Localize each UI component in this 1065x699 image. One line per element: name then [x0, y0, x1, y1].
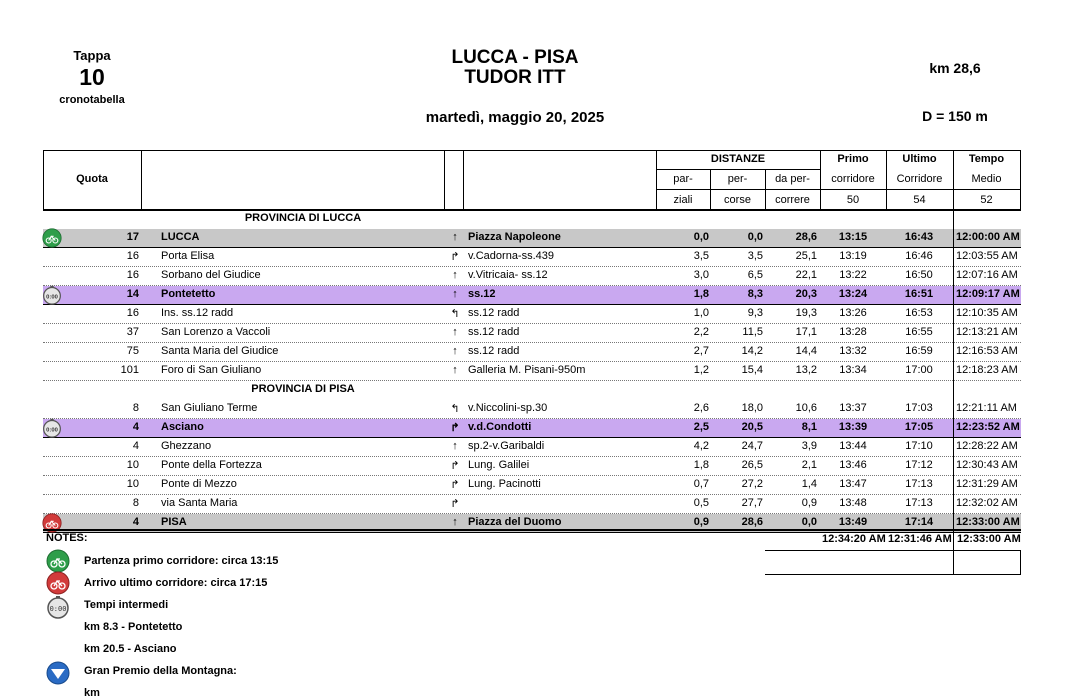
cell-primo: 13:28: [839, 326, 867, 338]
cell-percorse: 6,5: [747, 269, 763, 281]
cell-primo: 13:37: [839, 402, 867, 414]
cell-da-percorrere: 3,9: [801, 440, 817, 452]
province-name: PROVINCIA DI LUCCA: [244, 212, 362, 224]
col-primo-2: corridore: [831, 173, 875, 185]
direction-arrow-icon: ↰: [450, 403, 460, 415]
cell-percorse: 27,7: [741, 497, 763, 509]
cell-ultimo: 16:59: [905, 345, 933, 357]
cell-parziali: 2,5: [693, 421, 709, 433]
note-tempi: Tempi intermedi: [84, 599, 169, 611]
cell-quota: 101: [120, 364, 139, 376]
col-parziali-1: par-: [673, 173, 693, 185]
cell-road: Lung. Pacinotti: [468, 478, 541, 490]
stage-label: Tappa: [73, 48, 111, 63]
cell-medio: 12:00:00 AM: [956, 231, 1020, 243]
svg-text:0:00: 0:00: [46, 294, 58, 301]
cell-da-percorrere: 22,1: [795, 269, 817, 281]
table-row: [43, 324, 1021, 343]
cell-da-percorrere: 0,9: [801, 497, 817, 509]
cell-percorse: 15,4: [741, 364, 763, 376]
cell-ultimo: 16:50: [905, 269, 933, 281]
cell-ultimo: 17:12: [905, 459, 933, 471]
col-medio-2: Medio: [971, 173, 1002, 185]
cell-da-percorrere: 8,1: [801, 421, 817, 433]
cell-quota: 16: [126, 250, 139, 262]
col-ultimo-1: Ultimo: [902, 153, 937, 165]
cell-road: v.d.Condotti: [468, 421, 532, 433]
cell-da-percorrere: 14,4: [795, 345, 817, 357]
cell-quota: 8: [132, 497, 139, 509]
cell-parziali: 1,0: [693, 307, 709, 319]
cell-ultimo: 16:53: [905, 307, 933, 319]
elevation-gain: D = 150 m: [922, 108, 988, 124]
col-percorse-2: corse: [724, 194, 751, 206]
cell-ultimo: 17:14: [904, 516, 934, 528]
stage-number: 10: [79, 64, 105, 90]
cell-medio: 12:21:11 AM: [956, 402, 1017, 414]
cell-da-percorrere: 25,1: [795, 250, 817, 262]
cell-location: Ins. ss.12 radd: [161, 307, 234, 319]
cell-location: Asciano: [161, 421, 204, 433]
cell-da-percorrere: 2,1: [801, 459, 817, 471]
cell-percorse: 0,0: [747, 231, 763, 243]
table-row: [43, 457, 1021, 476]
direction-arrow-icon: ↑: [452, 231, 458, 243]
cell-location: PISA: [161, 516, 187, 528]
cell-parziali: 2,2: [693, 326, 709, 338]
cell-da-percorrere: 28,6: [795, 231, 817, 243]
cell-ultimo: 17:05: [904, 421, 934, 433]
cell-road: Galleria M. Pisani-950m: [468, 364, 586, 376]
cell-da-percorrere: 13,2: [795, 364, 817, 376]
col-primo-1: Primo: [837, 153, 869, 165]
cell-ultimo: 16:51: [904, 288, 934, 300]
stage-date: martedì, maggio 20, 2025: [425, 109, 605, 126]
cell-location: Ponte della Fortezza: [161, 459, 262, 471]
cell-medio: 12:13:21 AM: [956, 326, 1018, 338]
cell-percorse: 18,0: [741, 402, 763, 414]
cell-primo: 13:26: [839, 307, 867, 319]
cell-da-percorrere: 20,3: [795, 288, 817, 300]
cell-quota: 37: [126, 326, 139, 338]
cell-percorse: 27,2: [741, 478, 763, 490]
col-distanze: DISTANZE: [710, 153, 766, 165]
cell-quota: 75: [126, 345, 139, 357]
cell-road: v.Cadorna-ss.439: [468, 250, 555, 262]
direction-arrow-icon: ↱: [450, 251, 460, 263]
cell-percorse: 3,5: [747, 250, 763, 262]
cell-location: San Giuliano Terme: [161, 402, 258, 414]
cell-location: Pontetetto: [161, 288, 216, 300]
cell-road: v.Niccolini-sp.30: [468, 402, 548, 414]
cell-parziali: 1,2: [693, 364, 709, 376]
direction-arrow-icon: ↑: [452, 516, 458, 528]
table-row: [43, 286, 1021, 305]
cell-medio: 12:32:02 AM: [956, 497, 1018, 509]
province-name: PROVINCIA DI PISA: [251, 383, 355, 395]
cell-parziali: 1,8: [693, 459, 709, 471]
cell-medio: 12:10:35 AM: [956, 307, 1018, 319]
cell-ultimo: 16:46: [905, 250, 933, 262]
cell-quota: 17: [126, 231, 139, 243]
stage-subtitle: cronotabella: [59, 94, 125, 106]
cell-percorse: 24,7: [741, 440, 763, 452]
col-quota: Quota: [76, 173, 108, 185]
cell-primo: 13:34: [839, 364, 867, 376]
note-km2: km 20.5 - Asciano: [84, 643, 177, 655]
cell-quota: 14: [126, 288, 139, 300]
cell-quota: 4: [132, 421, 139, 433]
cell-parziali: 0,0: [693, 231, 709, 243]
cell-road: ss.12 radd: [468, 307, 520, 319]
cell-primo: 13:39: [838, 421, 868, 433]
cell-medio: 12:30:43 AM: [956, 459, 1018, 471]
start-icon: [46, 549, 70, 573]
cell-ultimo: 17:13: [905, 497, 933, 509]
cell-ultimo: 17:03: [905, 402, 933, 414]
table-row: [43, 267, 1021, 286]
cell-primo: 13:32: [839, 345, 867, 357]
table-row: [43, 229, 1021, 248]
cell-quota: 16: [126, 269, 139, 281]
cell-ultimo: 17:00: [905, 364, 933, 376]
svg-text:0:00: 0:00: [46, 427, 58, 434]
cell-medio: 12:07:16 AM: [956, 269, 1018, 281]
total-primo: 12:34:20 AM: [822, 533, 886, 545]
col-ultimo-3: 54: [913, 194, 926, 206]
cell-primo: 13:47: [839, 478, 867, 490]
total-ultimo: 12:31:46 AM: [888, 533, 952, 545]
col-dapercorrere-1: da per-: [775, 173, 810, 185]
cell-location: Porta Elisa: [161, 250, 215, 262]
cell-quota: 4: [132, 440, 139, 452]
cell-location: via Santa Maria: [161, 497, 238, 509]
direction-arrow-icon: ↰: [450, 308, 460, 320]
cell-primo: 13:24: [838, 288, 868, 300]
cell-ultimo: 16:43: [904, 231, 934, 243]
table-row: [43, 419, 1021, 438]
cell-quota: 10: [126, 459, 139, 471]
cell-parziali: 2,6: [693, 402, 709, 414]
cell-medio: 12:03:55 AM: [956, 250, 1018, 262]
table-row: [43, 400, 1021, 419]
finish-icon: [46, 571, 70, 595]
cell-location: Ghezzano: [161, 440, 212, 452]
stage-distance: km 28,6: [929, 60, 981, 76]
cell-da-percorrere: 1,4: [801, 478, 817, 490]
table-row: [43, 438, 1021, 457]
cell-primo: 13:49: [838, 516, 868, 528]
cell-medio: 12:18:23 AM: [956, 364, 1018, 376]
direction-arrow-icon: ↱: [450, 479, 460, 491]
cell-location: LUCCA: [161, 231, 200, 243]
cell-medio: 12:09:17 AM: [956, 288, 1020, 300]
table-row: [43, 248, 1021, 267]
cell-road: Lung. Galilei: [468, 459, 530, 471]
cell-road: ss.12 radd: [468, 345, 520, 357]
cell-primo: 13:19: [839, 250, 867, 262]
cell-da-percorrere: 0,0: [801, 516, 817, 528]
cell-road: Piazza del Duomo: [468, 516, 562, 528]
direction-arrow-icon: ↱: [450, 460, 460, 472]
cell-ultimo: 17:13: [905, 478, 933, 490]
cell-road: Piazza Napoleone: [468, 231, 561, 243]
cell-location: Santa Maria del Giudice: [161, 345, 279, 357]
note-partenza: Partenza primo corridore: circa 13:15: [84, 555, 279, 567]
direction-arrow-icon: ↑: [452, 288, 458, 300]
direction-arrow-icon: ↑: [452, 440, 458, 452]
cell-medio: 12:23:52 AM: [956, 421, 1020, 433]
notes-label: NOTES:: [46, 532, 88, 544]
cell-parziali: 2,7: [693, 345, 709, 357]
cell-parziali: 3,0: [693, 269, 709, 281]
cell-primo: 13:22: [839, 269, 867, 281]
cell-percorse: 8,3: [747, 288, 763, 300]
direction-arrow-icon: ↑: [452, 345, 458, 357]
province-header: [43, 381, 1021, 400]
table-row: [43, 343, 1021, 362]
col-medio-3: 52: [980, 194, 993, 206]
cell-percorse: 26,5: [741, 459, 763, 471]
cell-parziali: 1,8: [693, 288, 709, 300]
cell-location: San Lorenzo a Vaccoli: [161, 326, 271, 338]
col-percorse-1: per-: [727, 173, 748, 185]
direction-arrow-icon: ↱: [450, 498, 460, 510]
svg-text:0:00: 0:00: [49, 605, 67, 613]
cell-parziali: 0,5: [693, 497, 709, 509]
table-row: [43, 362, 1021, 381]
cell-location: Sorbano del Giudice: [161, 269, 261, 281]
table-row: [43, 495, 1021, 514]
cell-ultimo: 17:10: [905, 440, 933, 452]
page-title: LUCCA - PISA: [451, 47, 579, 68]
note-arrivo: Arrivo ultimo corridore: circa 17:15: [84, 577, 268, 589]
col-medio-1: Tempo: [968, 153, 1005, 165]
note-gpm-km: km: [84, 687, 100, 699]
cell-quota: 16: [126, 307, 139, 319]
cell-location: Ponte di Mezzo: [161, 478, 237, 490]
col-dapercorrere-2: correre: [775, 194, 810, 206]
cell-road: ss.12 radd: [468, 326, 520, 338]
cell-parziali: 4,2: [693, 440, 709, 452]
stopwatch-icon: [46, 595, 70, 619]
cell-road: v.Vitricaia- ss.12: [468, 269, 548, 281]
cell-da-percorrere: 19,3: [795, 307, 817, 319]
cell-ultimo: 16:55: [905, 326, 933, 338]
cell-primo: 13:44: [839, 440, 867, 452]
col-primo-3: 50: [846, 194, 860, 206]
direction-arrow-icon: ↑: [452, 364, 458, 376]
cell-medio: 12:28:22 AM: [956, 440, 1018, 452]
cell-parziali: 0,7: [693, 478, 709, 490]
cell-quota: 10: [126, 478, 139, 490]
cell-primo: 13:46: [839, 459, 867, 471]
direction-arrow-icon: ↑: [452, 326, 458, 338]
cell-medio: 12:16:53 AM: [956, 345, 1018, 357]
note-km1: km 8.3 - Pontetetto: [84, 621, 183, 633]
table-row: [43, 476, 1021, 495]
cell-road: ss.12: [468, 288, 496, 300]
cell-quota: 4: [132, 516, 139, 528]
cell-location: Foro di San Giuliano: [161, 364, 262, 376]
cell-da-percorrere: 17,1: [795, 326, 817, 338]
cell-parziali: 0,9: [693, 516, 709, 528]
cell-percorse: 11,5: [742, 326, 763, 338]
cell-primo: 13:15: [838, 231, 868, 243]
table-row: [43, 305, 1021, 324]
cell-road: sp.2-v.Garibaldi: [468, 440, 545, 452]
cell-parziali: 3,5: [693, 250, 709, 262]
cell-percorse: 20,5: [741, 421, 763, 433]
total-medio: 12:33:00 AM: [957, 533, 1021, 545]
direction-arrow-icon: ↑: [452, 269, 458, 281]
direction-arrow-icon: ↱: [450, 422, 460, 434]
cell-primo: 13:48: [839, 497, 867, 509]
page-subtitle: TUDOR ITT: [464, 67, 566, 88]
cell-percorse: 14,2: [741, 345, 763, 357]
cell-percorse: 9,3: [747, 307, 763, 319]
province-header: [43, 210, 1021, 229]
note-gpm: Gran Premio della Montagna:: [84, 665, 237, 677]
cell-medio: 12:33:00 AM: [956, 516, 1020, 528]
cell-da-percorrere: 10,6: [795, 402, 817, 414]
col-ultimo-2: Corridore: [896, 173, 943, 185]
col-parziali-2: ziali: [673, 194, 693, 206]
cell-percorse: 28,6: [741, 516, 763, 528]
cell-medio: 12:31:29 AM: [956, 478, 1018, 490]
mountain-icon: [46, 661, 70, 685]
cell-quota: 8: [132, 402, 139, 414]
